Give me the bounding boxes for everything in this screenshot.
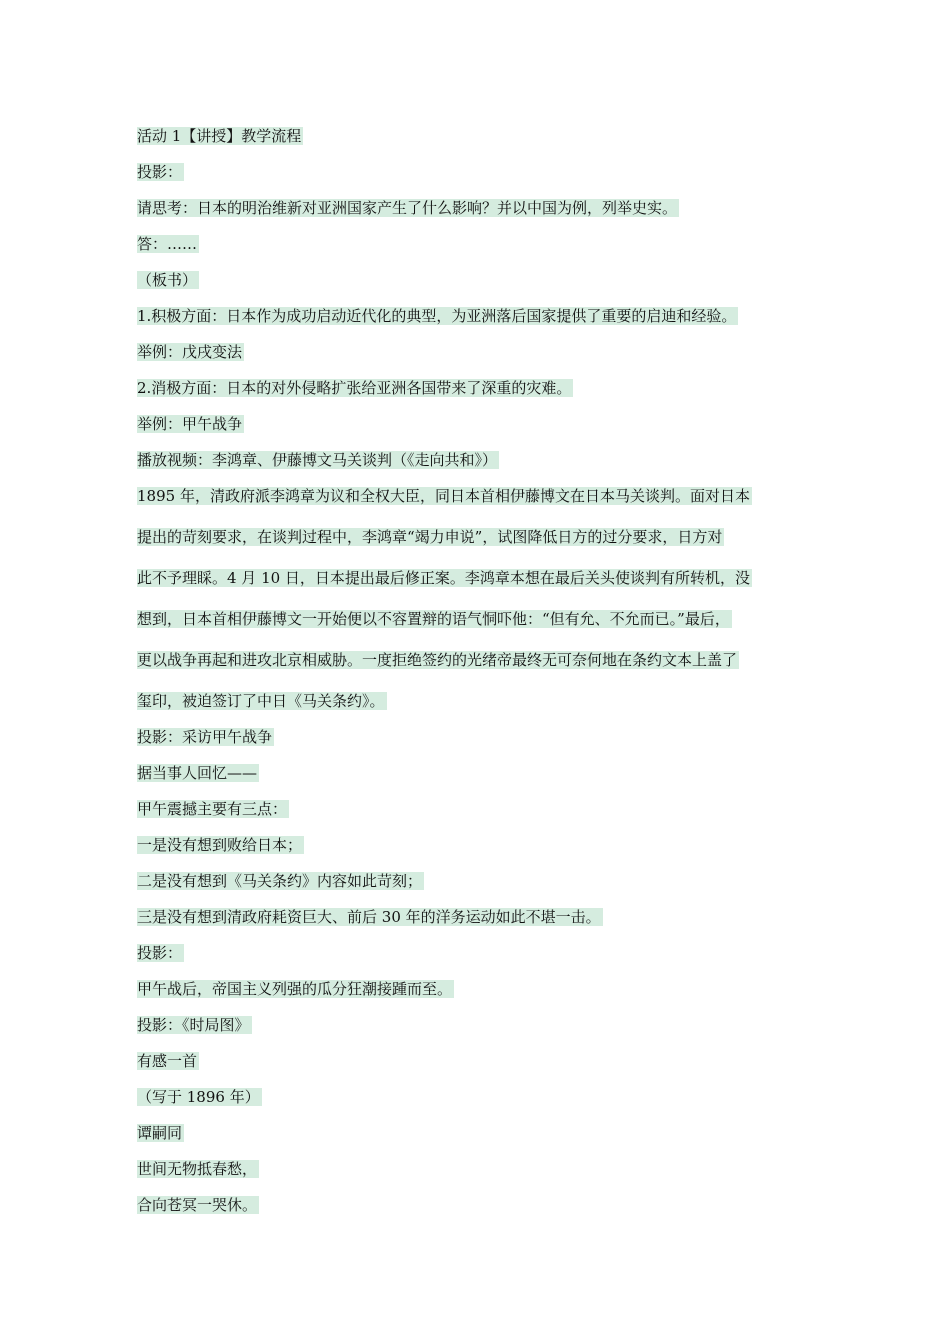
text-line: 一是没有想到败给日本； <box>137 836 303 854</box>
poem-author: 谭嗣同 <box>137 1124 183 1142</box>
poem-title: 有感一首 <box>137 1052 198 1070</box>
question-line: 请思考：日本的明治维新对亚洲国家产生了什么影响？并以中国为例，列举史实。 <box>137 199 678 217</box>
paragraph-line: 更以战争再起和进攻北京相威胁。一度拒绝签约的光绪帝最终无可奈何地在条约文本上盖了 <box>137 651 738 669</box>
negative-point: 2.消极方面：日本的对外侵略扩张给亚洲各国带来了深重的灾难。 <box>137 379 572 397</box>
paragraph-line: 此不予理睬。4 月 10 日，日本提出最后修正案。李鸿章本想在最后关头使谈判有所转机，没 <box>137 569 750 587</box>
text-line: 投影： <box>137 944 183 962</box>
positive-point: 1.积极方面：日本作为成功启动近代化的典型，为亚洲落后国家提供了重要的启迪和经验。 <box>137 307 737 325</box>
text-line: 投影： <box>137 163 183 181</box>
text-line: 投影：采访甲午战争 <box>137 728 273 746</box>
paragraph-line: 提出的苛刻要求，在谈判过程中，李鸿章“竭力申说”，试图降低日方的过分要求，日方对 <box>137 528 723 546</box>
poem-line: 合向苍冥一哭休。 <box>137 1196 258 1214</box>
paragraph-line: 想到，日本首相伊藤博文一开始便以不容置辩的语气恫吓他：“但有允、不允而已。”最后， <box>137 610 730 628</box>
example-line: 举例：戊戌变法 <box>137 343 243 361</box>
board-label: （板书） <box>137 271 198 289</box>
answer-line: 答：…… <box>137 235 198 253</box>
poem-line: 世间无物抵春愁， <box>137 1160 258 1178</box>
poem-date: （写于 1896 年） <box>137 1088 260 1106</box>
paragraph-line: 1895 年，清政府派李鸿章为议和全权大臣，同日本首相伊藤博文在日本马关谈判。面对日本 <box>137 487 750 505</box>
video-line: 播放视频：李鸿章、伊藤博文马关谈判（《走向共和》） <box>137 451 498 469</box>
text-line: 三是没有想到清政府耗资巨大、前后 30 年的洋务运动如此不堪一击。 <box>137 908 601 926</box>
text-line: 甲午震撼主要有三点： <box>137 800 288 818</box>
activity-heading: 活动 1【讲授】教学流程 <box>137 127 302 145</box>
text-line: 投影：《时局图》 <box>137 1016 250 1034</box>
text-line: 甲午战后，帝国主义列强的瓜分狂潮接踵而至。 <box>137 980 453 998</box>
text-line: 二是没有想到《马关条约》内容如此苛刻； <box>137 872 423 890</box>
paragraph-line: 玺印，被迫签订了中日《马关条约》。 <box>137 692 385 710</box>
example-line: 举例：甲午战争 <box>137 415 243 433</box>
text-line: 据当事人回忆—— <box>137 764 258 782</box>
